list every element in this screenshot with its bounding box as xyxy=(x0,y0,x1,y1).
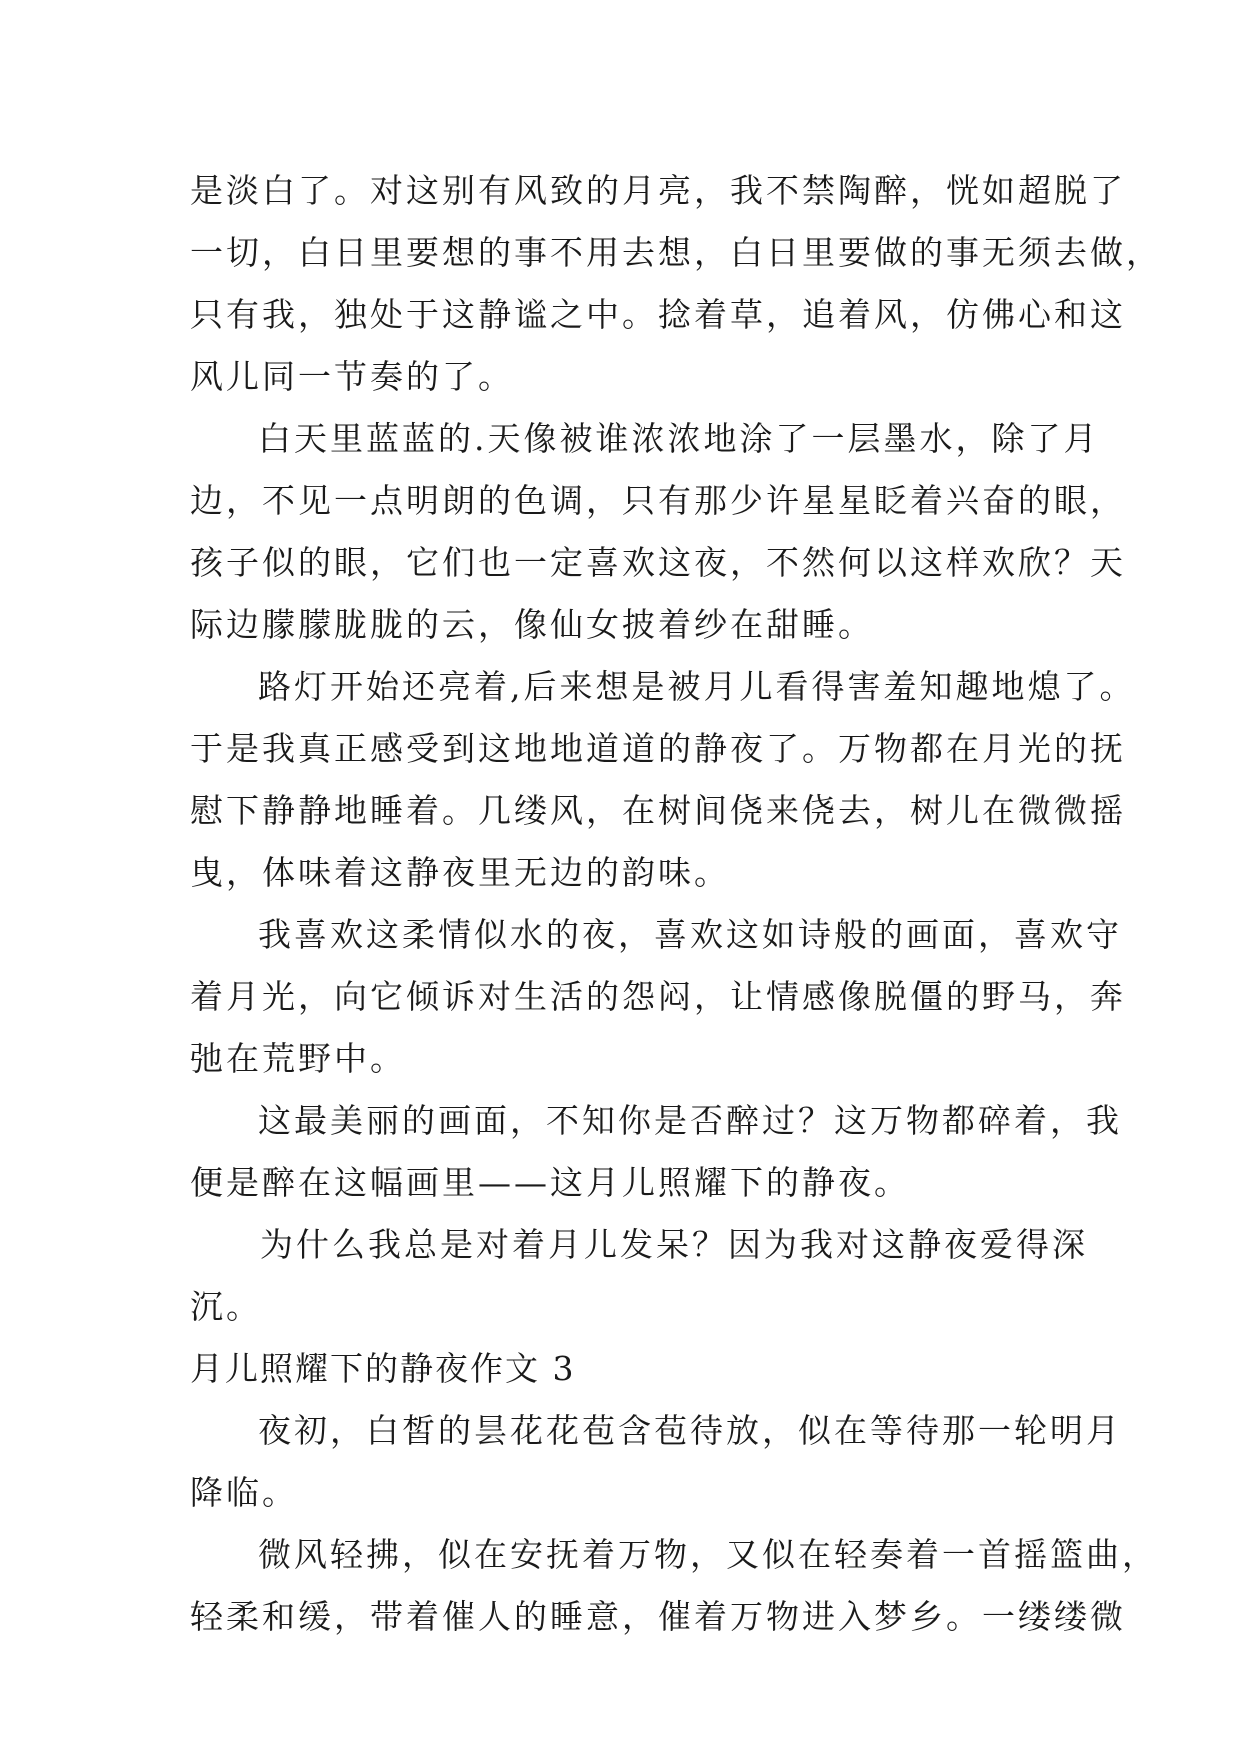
essay-body xyxy=(190,160,1162,1648)
paragraph-first-line: 这最美丽的画面，不知你是否醉过？这万物都碎着，我 xyxy=(258,1101,1122,1140)
text-line: 弛在荒野中。 xyxy=(190,1039,406,1078)
text-line: 便是醉在这幅画里——这月儿照耀下的静夜。 xyxy=(190,1163,910,1202)
paragraph-first-line: 为什么我总是对着月儿发呆？因为我对这静夜爱得深 xyxy=(260,1225,1088,1264)
text-line: 边，不见一点明朗的色调，只有那少许星星眨着兴奋的眼， xyxy=(190,481,1126,520)
paragraph-first-line: 夜初，白皙的昙花花苞含苞待放，似在等待那一轮明月 xyxy=(258,1411,1122,1450)
text-line: 着月光，向它倾诉对生活的怨闷，让情感像脱僵的野马，奔 xyxy=(190,977,1126,1016)
text-line: 孩子似的眼，它们也一定喜欢这夜，不然何以这样欢欣？天 xyxy=(190,543,1126,582)
text-line: 只有我，独处于这静谧之中。捻着草，追着风，仿佛心和这 xyxy=(190,295,1126,334)
section-heading: 月儿照耀下的静夜作文 3 xyxy=(190,1349,576,1388)
text-line: 一切，白日里要想的事不用去想，白日里要做的事无须去做， xyxy=(190,233,1162,272)
paragraph-first-line: 我喜欢这柔情似水的夜，喜欢这如诗般的画面，喜欢守 xyxy=(258,915,1122,954)
text-line: 际边朦朦胧胧的云，像仙女披着纱在甜睡。 xyxy=(190,605,874,644)
text-line: 沉。 xyxy=(190,1287,262,1326)
text-line: 慰下静静地睡着。几缕风，在树间侥来侥去，树儿在微微摇 xyxy=(190,791,1126,830)
paragraph-first-line: 路灯开始还亮着,后来想是被月儿看得害羞知趣地熄了。 xyxy=(258,667,1136,706)
text-line: 于是我真正感受到这地地道道的静夜了。万物都在月光的抚 xyxy=(190,729,1126,768)
text-line: 降临。 xyxy=(190,1473,298,1512)
paragraph-first-line: 白天里蓝蓝的.天像被谁浓浓地涂了一层墨水，除了月 xyxy=(258,419,1100,458)
text-line: 曳，体味着这静夜里无边的韵味。 xyxy=(190,853,730,892)
text-line: 是淡白了。对这别有风致的月亮，我不禁陶醉，恍如超脱了 xyxy=(190,171,1126,210)
text-line: 轻柔和缓，带着催人的睡意，催着万物进入梦乡。一缕缕微 xyxy=(190,1597,1126,1636)
paragraph-first-line: 微风轻拂，似在安抚着万物，又似在轻奏着一首摇篮曲， xyxy=(258,1535,1158,1574)
text-line: 风儿同一节奏的了。 xyxy=(190,357,514,396)
